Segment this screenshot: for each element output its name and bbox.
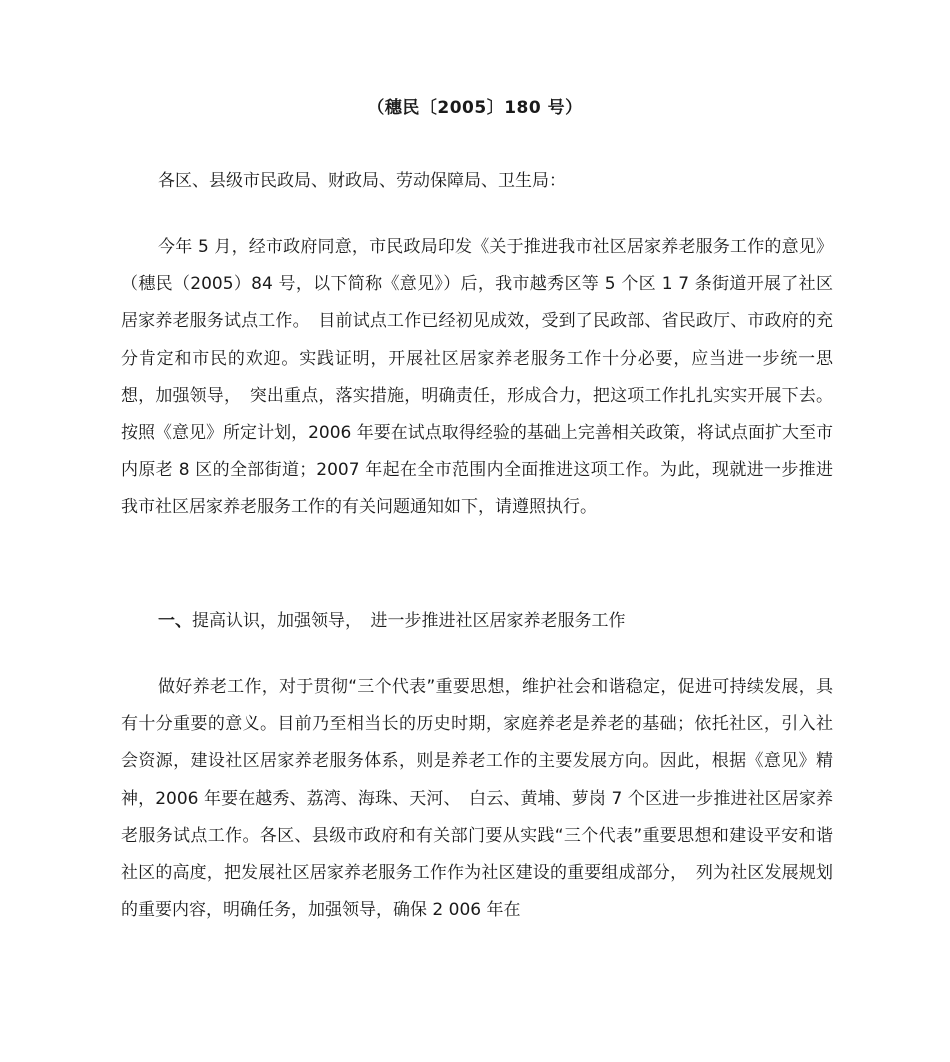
document-number: （穗民〔2005〕180 号） [367,98,583,118]
body-paragraph-2: 做好养老工作，对于贯彻“三个代表”重要思想，维护社会和谐稳定，促进可持续发展，具有十分重要的意义。目前乃至相当长的历史时期，家庭养老是养老的基础；依托社区，引入社会资源，建设社区居家养老服务体系，则是养老工作的主要发展方向。因此，根据《意见》精神，2006 年要在越秀、荔湾、海珠、天河、 白云、黄埔、萝岗 7 个区进一步推进社区居家养老服务试点工作。各区、县级市政府和有关部门要从实践“三个代表”重要思想和建设平安和谐社区的高度，把发展社区居家养老服务工作作为社区建设的重要组成部分， 列为社区发展规划的重要内容，明确任务，加强领导，确保 2 006 年在 [121,677,833,921]
section-heading-1 [158,606,626,631]
body-paragraph-1: 今年 5 月，经市政府同意，市民政局印发《关于推进我市社区居家养老服务工作的意见》（穗民（2005）84 号，以下简称《意见》）后，我市越秀区等 5 个区 1 7 条街道开展了社区居家养老服务试点工作。 目前试点工作已经初见成效，受到了民政部、省民政厅、市政府的充分肯定和市民的欢迎。实践证明，开展社区居家养老服务工作十分必要，应当进一步统一思想，加强领导， 突出重点，落实措施，明确责任，形成合力，把这项工作扎扎实实开展下去。按照《意见》所定计划，2006 年要在试点取得经验的基础上完善相关政策，将试点面扩大至市内原老 8 区的全部街道；2007 年起在全市范围内全面推进这项工作。为此，现就进一步推进我市社区居家养老服务工作的有关问题通知如下，请遵照执行。 [121,237,833,518]
addressee-line: 各区、县级市民政局、财政局、劳动保障局、卫生局： [158,171,566,191]
section-title: 提高认识，加强领导， 进一步推进社区居家养老服务工作 [192,611,626,631]
section-number: 一、 [158,611,192,631]
